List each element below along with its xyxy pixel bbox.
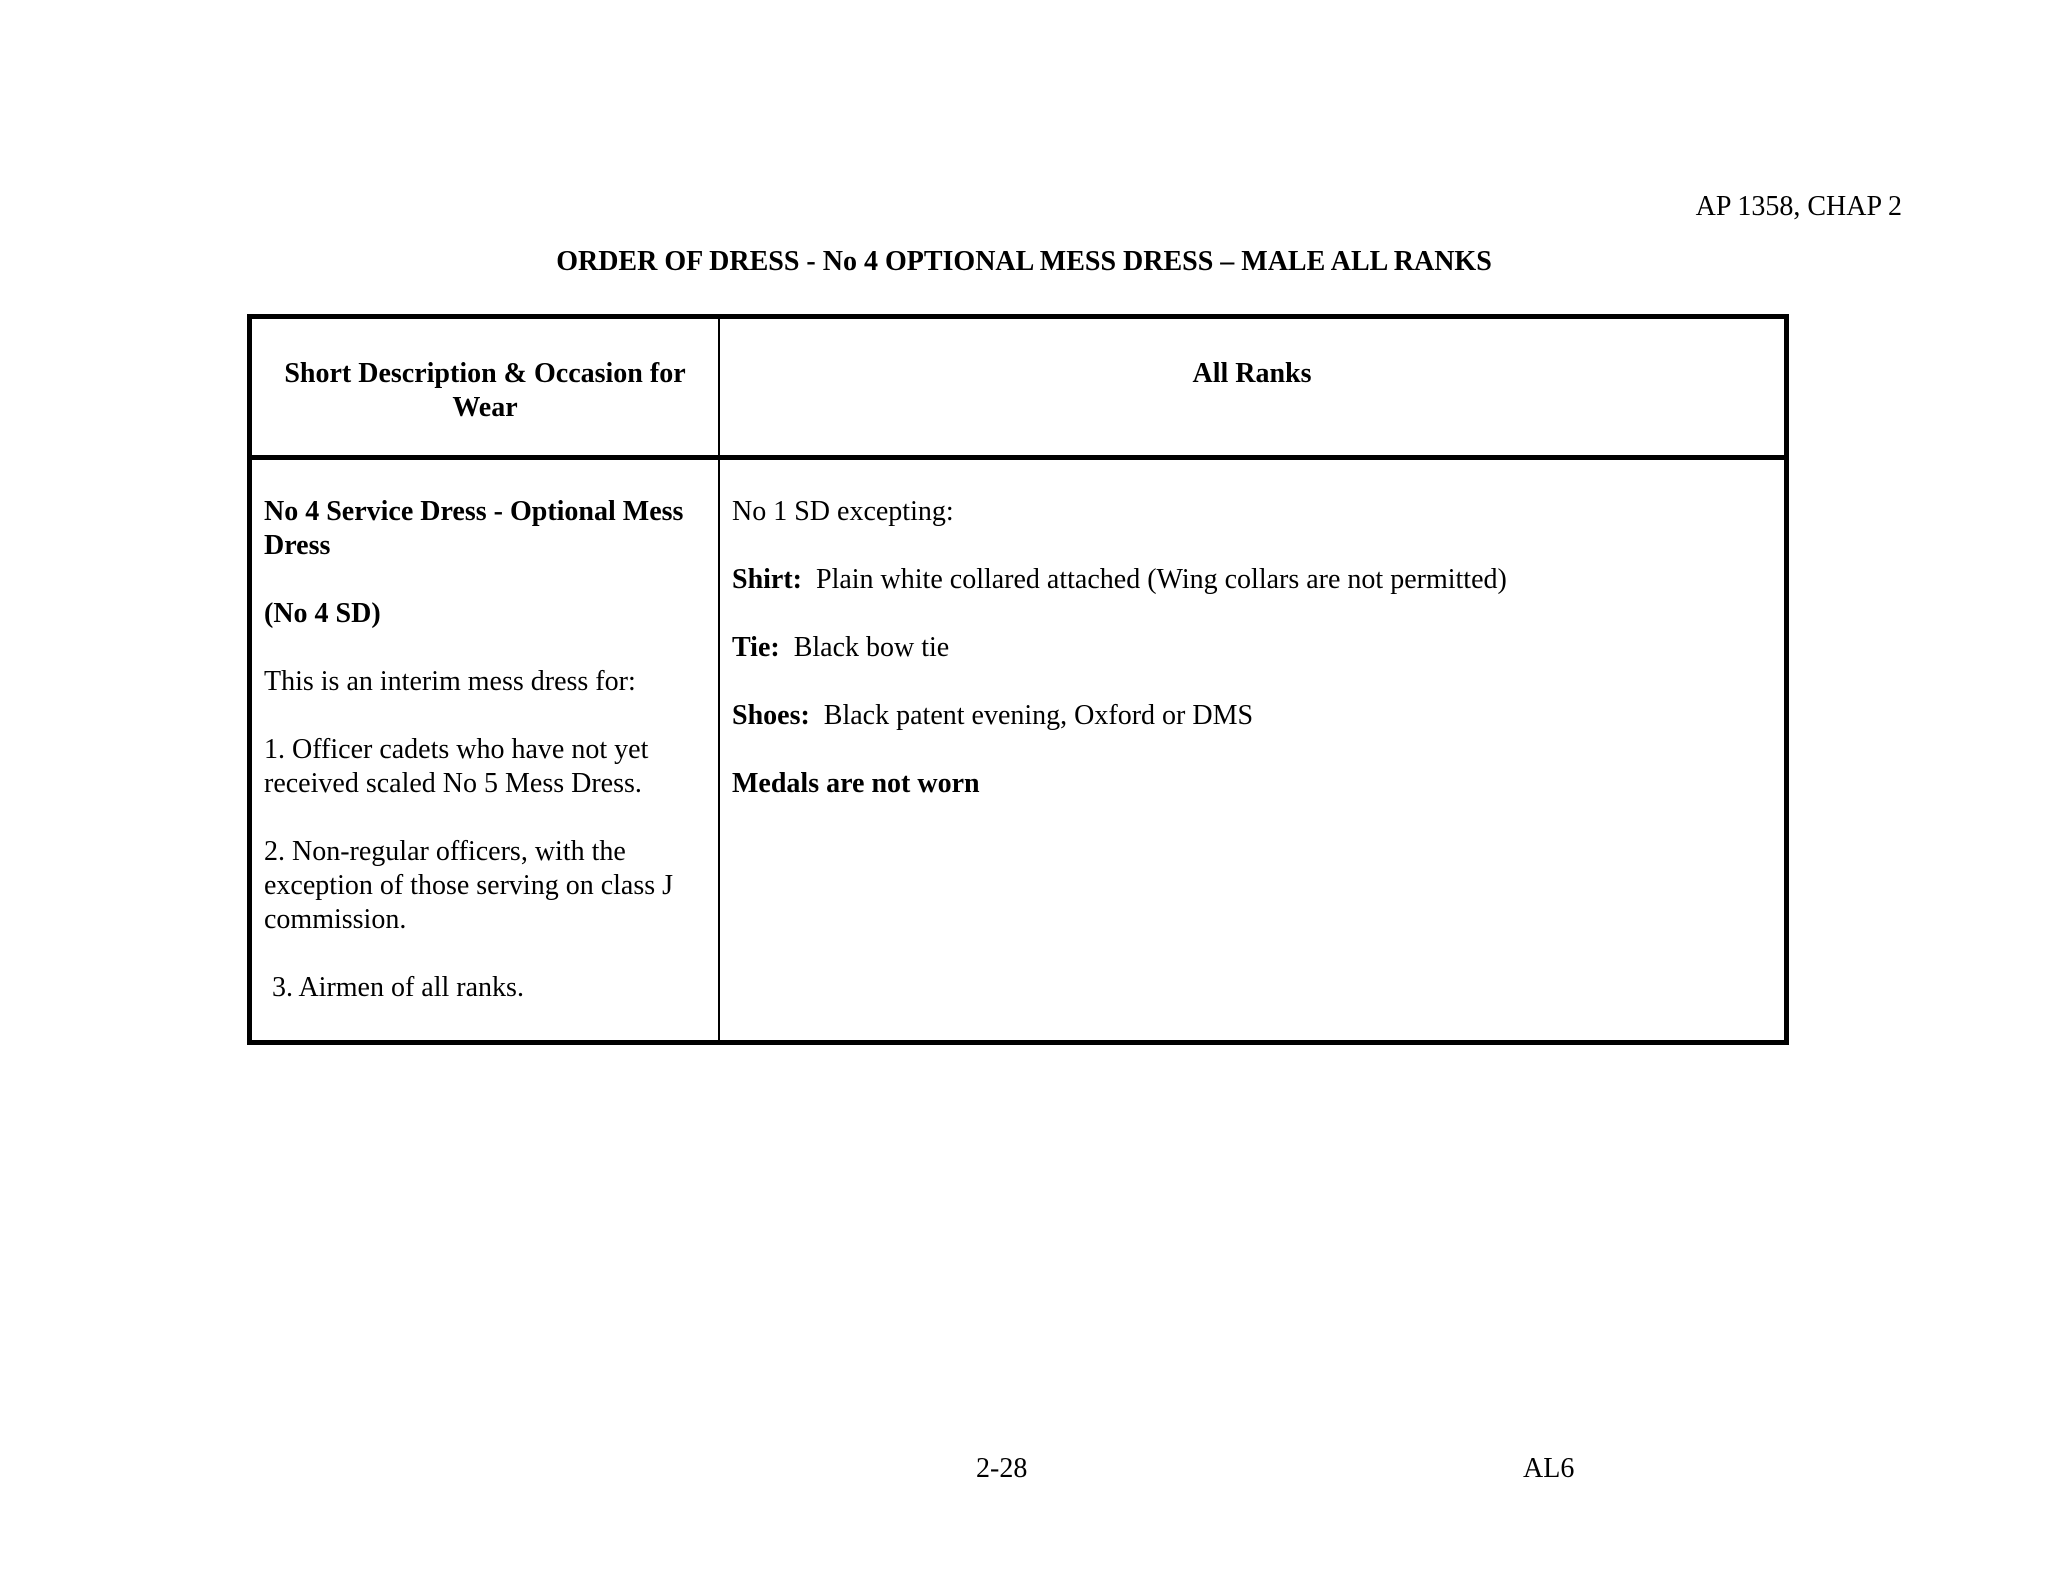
tie-label: Tie:: [732, 632, 780, 663]
all-ranks-cell: [720, 460, 1784, 1040]
shirt-label: Shirt:: [732, 564, 802, 595]
column-header-description: Short Description & Occasion for Wear: [252, 319, 720, 460]
order-of-dress-table: [247, 314, 1789, 1045]
shirt-value: Plain white collared attached (Wing collars are not permitted): [816, 564, 1507, 595]
column-header-all-ranks: All Ranks: [720, 319, 1784, 460]
eligibility-item: 2. Non-regular officers, with the exception of those serving on class J commission.: [264, 836, 674, 935]
shoes-label: Shoes:: [732, 700, 810, 731]
tie-value: Black bow tie: [793, 632, 950, 663]
amendment-list: AL6: [1523, 1453, 1575, 1484]
eligibility-item: 1. Officer cadets who have not yet received scaled No 5 Mess Dress.: [264, 734, 649, 799]
dress-intro: This is an interim mess dress for:: [264, 666, 636, 697]
page-number: 2-28: [976, 1453, 1028, 1484]
shoes-value: Black patent evening, Oxford or DMS: [823, 700, 1254, 731]
medals-note: Medals are not worn: [732, 768, 980, 799]
shoes-spec: [732, 699, 1774, 733]
shirt-spec: [732, 563, 1774, 597]
page-title: ORDER OF DRESS - No 4 OPTIONAL MESS DRESS – MALE ALL RANKS: [556, 246, 1492, 277]
dress-name: No 4 Service Dress - Optional Mess Dress: [264, 496, 684, 561]
document-reference: AP 1358, CHAP 2: [1695, 191, 1902, 222]
tie-spec: [732, 631, 1774, 665]
description-cell: [252, 460, 720, 1040]
eligibility-item: 3. Airmen of all ranks.: [272, 972, 524, 1003]
dress-code: (No 4 SD): [264, 598, 381, 629]
base-dress: No 1 SD excepting:: [732, 496, 954, 527]
